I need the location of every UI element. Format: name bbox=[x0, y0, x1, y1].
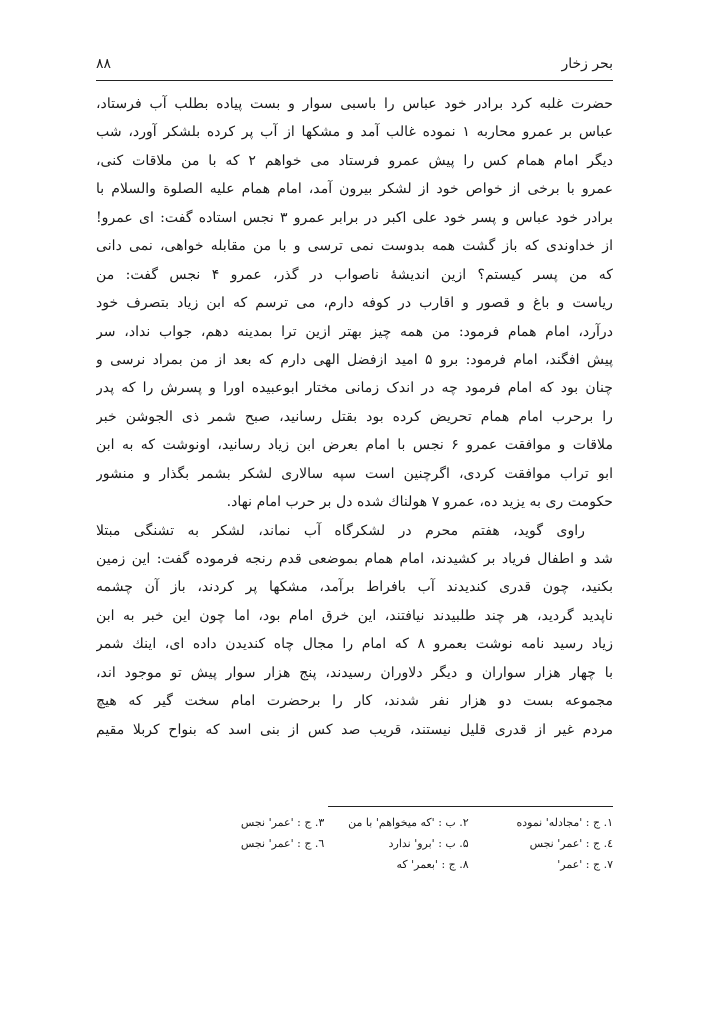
text-line: برادر خود عباس و پسر خود علی اکبر در برابر عمرو ۳ نجس استاده گفت: ای عمرو! bbox=[96, 209, 613, 226]
text-line: را برحرب امام همام تحریض کرده بود بقتل رسانید، صبح شمر ذی الجوشن خبر bbox=[96, 408, 613, 425]
text-line: پیش افگند، امام فرمود: برو ۵ امید ازفضل الهی دارم که بعد از من بمراد نرسی و bbox=[96, 351, 613, 368]
text-line: بکنید، چون قدری کندیدند آب بافراط برآمد، مشکها پر کردند، باز آن چشمه bbox=[96, 579, 613, 596]
running-title: بحر زخار bbox=[561, 56, 613, 72]
footnote-row bbox=[180, 812, 613, 833]
paragraph-end-line: حکومت ری به یزید ده، عمرو ۷ هولناك شده دل بر حرب امام نهاد. bbox=[226, 494, 613, 511]
header-rule bbox=[96, 80, 613, 81]
text-line: شد و اطفال فریاد بر کشیدند، امام همام بموضعی قدم رنجه فرموده گفت: این زمین bbox=[96, 551, 613, 567]
footnote: ۵. ب : 'برو' ندارد bbox=[388, 837, 469, 850]
footnote: ۲. ب : 'که میخواهم' با من bbox=[348, 816, 469, 829]
text-line: مردم غیر از قدری قلیل نیستند، قریب صد کس از بنی اسد که بنواح کربلا مقیم bbox=[96, 721, 613, 738]
footnote: ۱. ج : 'مجادله' نموده bbox=[516, 816, 613, 829]
footnote: ٤. ج : 'عمر' نجس bbox=[529, 837, 613, 850]
text-line: چنان بود که امام فرمود چه در اندک زمانی مختار ابوعبیده اورا و پسرش را که پدر bbox=[96, 380, 613, 397]
footnote-rule bbox=[328, 806, 613, 807]
text-line: درآرد، امام همام فرمود: من همه چیز بهتر ازین ترا بمدینه دهم، جواب نداد، سر bbox=[96, 323, 613, 340]
footnote bbox=[180, 854, 324, 875]
page-number: ۸۸ bbox=[96, 56, 112, 72]
footnote-row bbox=[180, 854, 613, 875]
text-line: ریاست و باغ و قصور و اقارب در کوفه دارم، می ترسم که ابن زیاد بتصرف خود bbox=[96, 295, 613, 312]
text-line: زیاد رسید نامه نوشت بعمرو ۸ که امام را مجال چاه کندیدن داده ای، اینك شمر bbox=[96, 636, 613, 653]
text-line: ابو تراب موافقت کردی، اگرچنین است سپه سالاری لشکر بشمر بگذار و منشور bbox=[96, 465, 613, 482]
footnote: ۸. ج : 'بعمر' که bbox=[396, 858, 469, 871]
footnote: ٦. ج : 'عمر' نجس bbox=[240, 837, 325, 850]
text-line: که من پسر کیستم؟ ازین اندیشهٔ ناصواب در گذر، عمرو ۴ نجس گفت: من bbox=[96, 266, 613, 283]
text-line: عباس بر عمرو محاربه ۱ نموده غالب آمد و مشکها از آب پر کرده بلشکر آورد، شب bbox=[96, 124, 613, 141]
footnote-row bbox=[180, 833, 613, 854]
footnote: ۳. ج : 'عمر' نجس bbox=[240, 816, 325, 829]
text-line: عمرو با برخی از خواص خود از لشکر بیرون آمد، امام همام علیه الصلوة والسلام با bbox=[96, 181, 613, 198]
text-line: مجموعه بست دو هزار نفر شدند، کار را برحضرت امام سخت گیر که هیچ bbox=[96, 693, 613, 710]
footnote: ۷. ج : 'عمر' bbox=[557, 858, 613, 871]
page-header bbox=[96, 54, 613, 76]
text-line: از خداوندی که باز گشت همه بدوست نمی ترسی و با من مقابله خواهی، نمی دانی bbox=[96, 238, 613, 255]
paragraph-start-line: راوی گوید، هفتم محرم در لشکرگاه آب نماند، لشکر به تشنگی مبتلا bbox=[96, 522, 585, 539]
text-line: ملاقات و موافقت عمرو ۶ نجس با امام بعرض ابن زیاد رسانید، اونوشت که به ابن bbox=[96, 437, 613, 454]
body-text bbox=[96, 90, 613, 744]
text-line: حضرت غلبه کرد برادر خود عباس را باسبی سوار و بست پیاده بطلب آب فرستاد، bbox=[96, 96, 613, 112]
text-line: دیگر امام همام کس را پیش عمرو فرستاد می خواهم ۲ که با من ملاقات کنی، bbox=[96, 152, 613, 169]
footnotes bbox=[180, 812, 613, 875]
text-line: ناپدید گردید، هر چند طلبیدند نیافتند، این خرق امام بود، اما چون این خبر به ابن bbox=[96, 607, 613, 624]
text-line: با چهار هزار سواران و دیگر دلاوران رسیدند، پنج هزار سوار پیش تو موجود اند، bbox=[96, 664, 613, 681]
